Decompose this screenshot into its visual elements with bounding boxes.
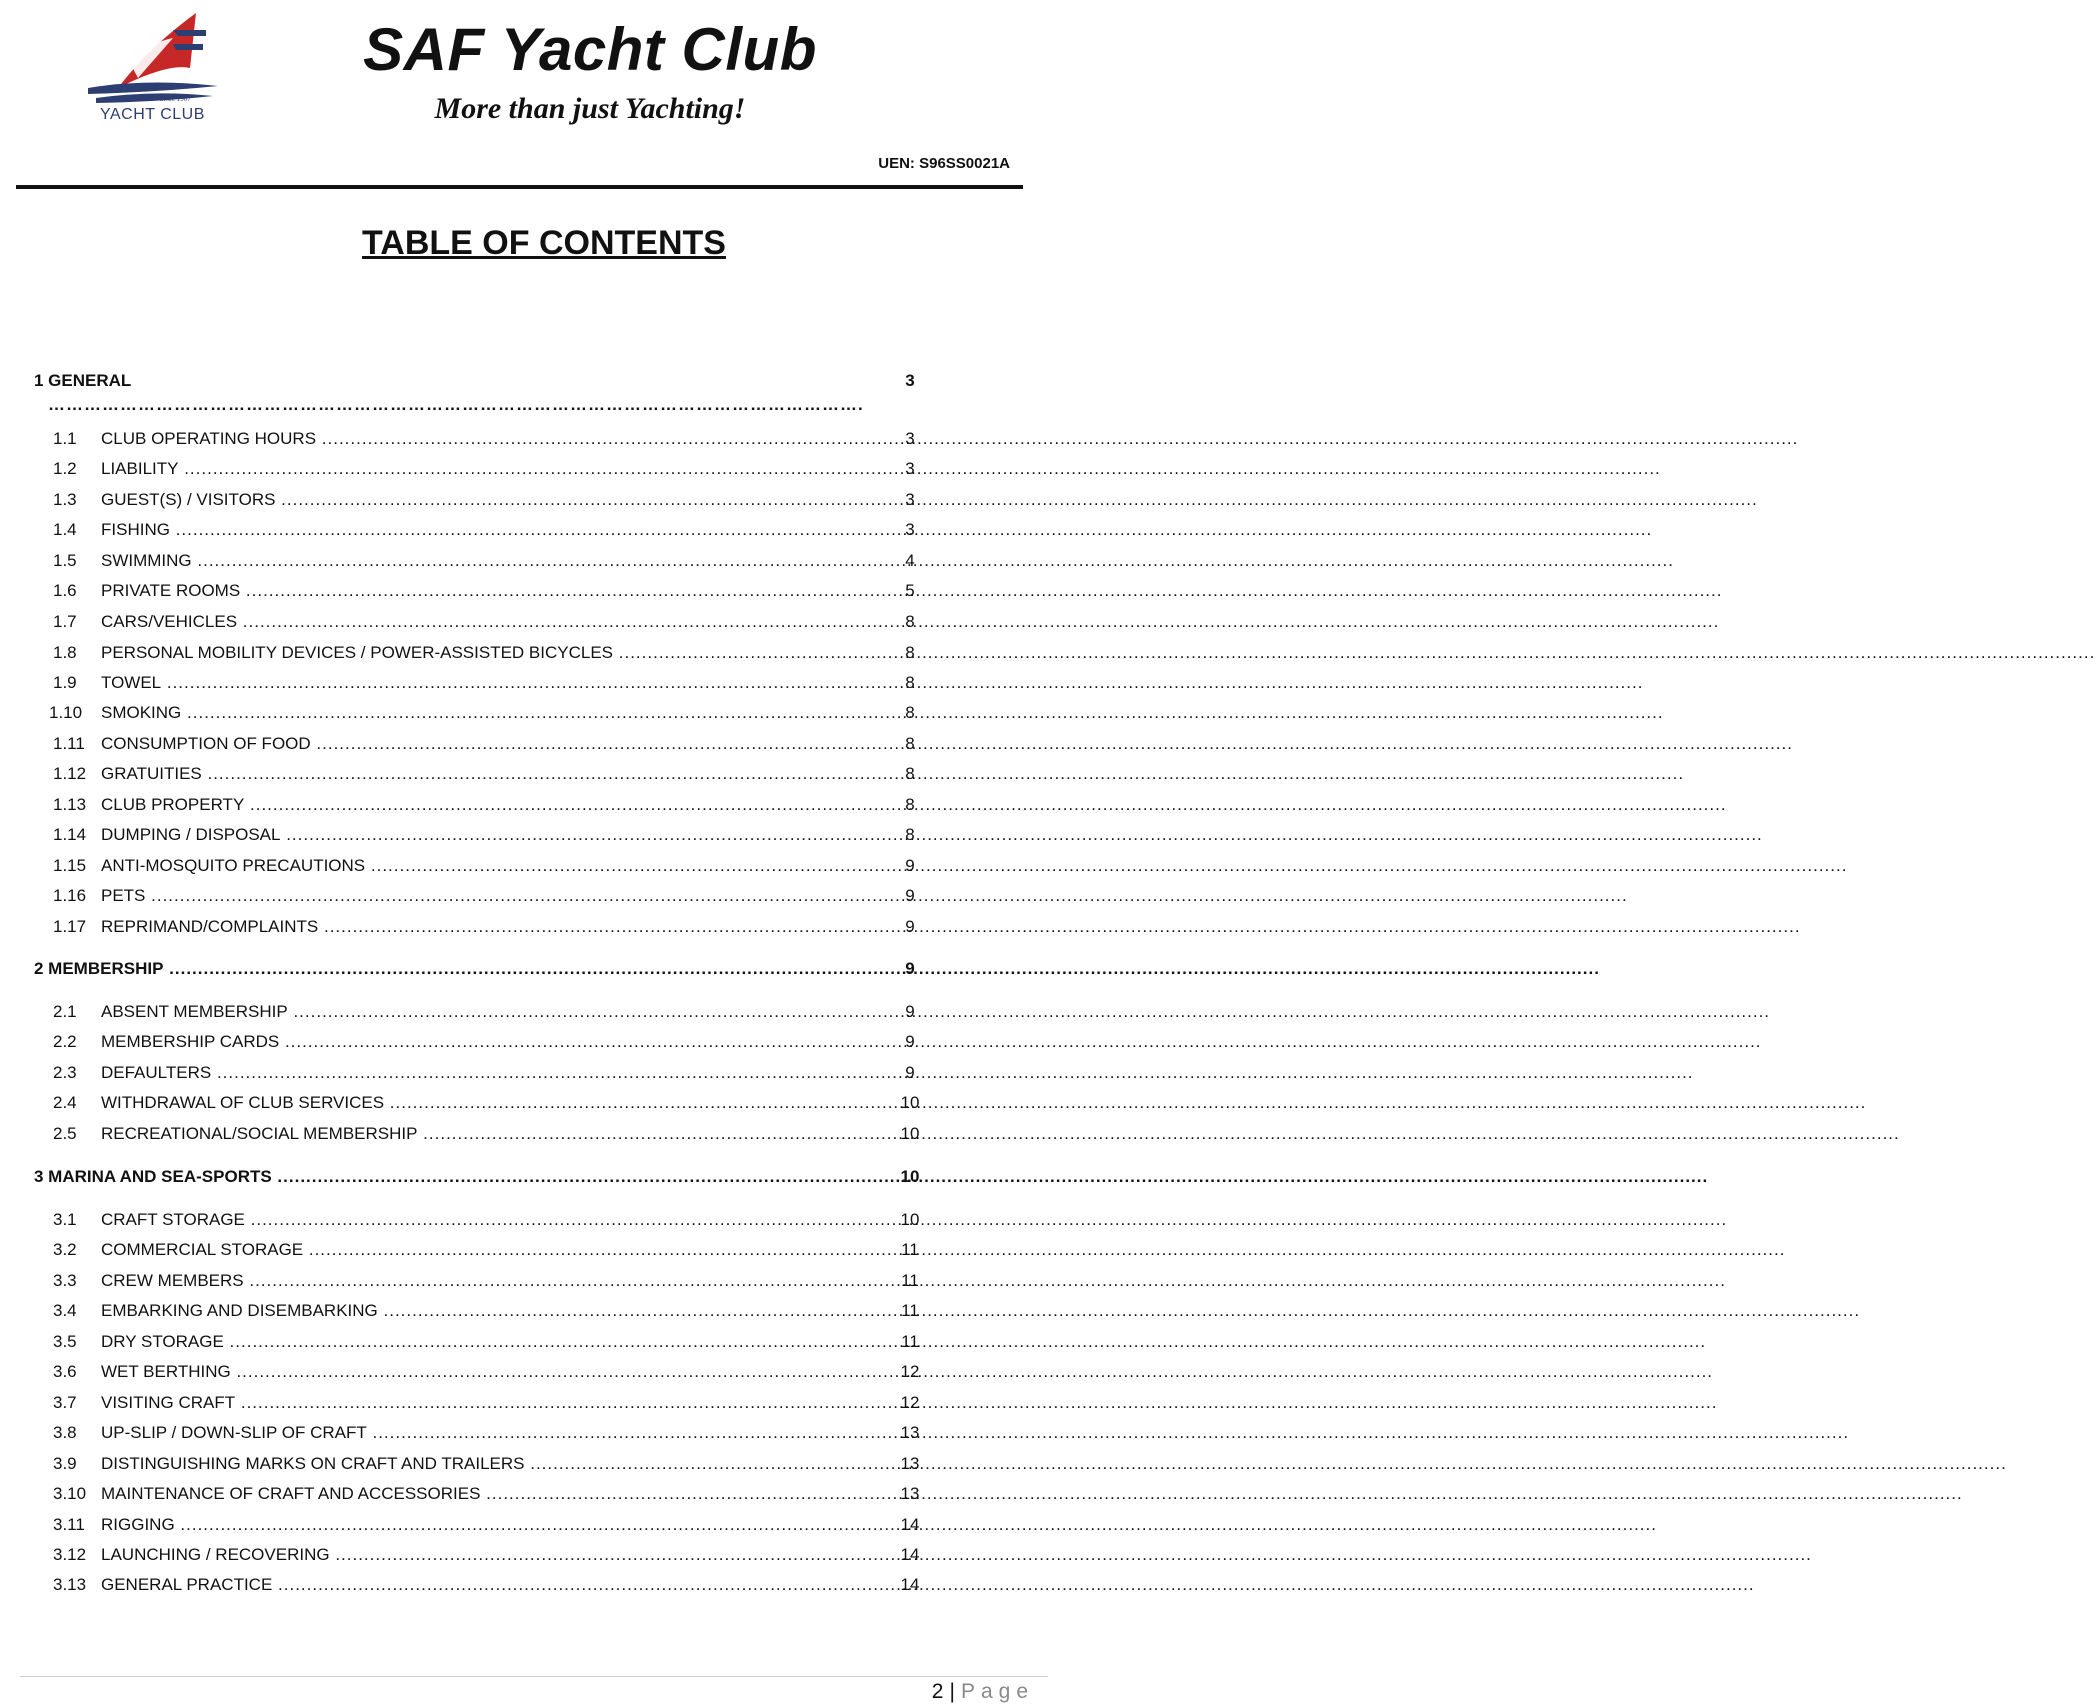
toc-item-page: 8 bbox=[905, 795, 915, 814]
toc-item[interactable] bbox=[0, 1060, 1048, 1086]
toc-section-general[interactable] bbox=[0, 368, 1048, 394]
toc-item-page: 3 bbox=[905, 459, 915, 478]
toc-item[interactable] bbox=[0, 853, 1048, 879]
toc-item-label: MEMBERSHIP CARDS ..... bbox=[101, 1029, 857, 1055]
toc-item-number: 3.1 bbox=[53, 1210, 77, 1229]
toc-item-page: 9 bbox=[905, 1063, 915, 1082]
toc-item-page: 10 bbox=[900, 1124, 920, 1143]
toc-item-page: 14 bbox=[900, 1545, 920, 1564]
toc-item-label: UP-SLIP / DOWN-SLIP OF CRAFT ..... bbox=[101, 1420, 857, 1446]
toc-item-page: 9 bbox=[905, 856, 915, 875]
toc-item-label: CRAFT STORAGE ..... bbox=[101, 1207, 857, 1233]
toc-item-page: 11 bbox=[901, 1240, 919, 1259]
toc-item-number: 1.14 bbox=[53, 825, 87, 844]
toc-item[interactable] bbox=[0, 426, 1048, 452]
toc-item-label: CONSUMPTION OF FOOD ..... bbox=[101, 731, 857, 757]
toc-item-number: 3.7 bbox=[53, 1393, 77, 1412]
toc-item-label: FISHING ..... bbox=[101, 517, 857, 543]
toc-item-page: 8 bbox=[905, 734, 915, 753]
toc-title: TABLE OF CONTENTS bbox=[362, 224, 726, 262]
toc-item-number: 3.5 bbox=[53, 1332, 77, 1351]
toc-item-label: DRY STORAGE ..... bbox=[101, 1329, 857, 1355]
footer-page-word: Page bbox=[960, 1680, 1034, 1703]
toc-item-page: 12 bbox=[900, 1362, 920, 1381]
toc-item-page: 3 bbox=[905, 490, 915, 509]
toc-item[interactable] bbox=[0, 456, 1048, 482]
toc-item-label: LIABILITY ..... bbox=[101, 456, 857, 482]
toc-item[interactable] bbox=[0, 670, 1048, 696]
footer-separator: | bbox=[949, 1680, 955, 1703]
toc-item-page: 10 bbox=[900, 1210, 920, 1229]
toc-section-marina[interactable] bbox=[0, 1164, 1048, 1190]
toc-item-label: SWIMMING ..... bbox=[101, 548, 857, 574]
toc-item-page: 14 bbox=[900, 1575, 920, 1594]
toc-item[interactable] bbox=[0, 999, 1048, 1025]
toc-item[interactable] bbox=[0, 1298, 1048, 1324]
toc-item-label: SMOKING ..... bbox=[101, 700, 857, 726]
toc-item-number: 3.13 bbox=[53, 1575, 87, 1594]
toc-item-number: 3.3 bbox=[53, 1271, 77, 1290]
toc-item-page: 14 bbox=[900, 1515, 920, 1534]
toc-item-number: 2.1 bbox=[53, 1002, 77, 1021]
toc-item-label: GUEST(S) / VISITORS ..... bbox=[101, 487, 857, 513]
toc-item[interactable] bbox=[0, 1390, 1048, 1416]
toc-item-label: MAINTENANCE OF CRAFT AND ACCESSORIES ..... bbox=[101, 1481, 857, 1507]
toc-item-number: 3.8 bbox=[53, 1423, 77, 1442]
toc-item[interactable] bbox=[0, 1512, 1048, 1538]
toc-item[interactable] bbox=[0, 761, 1048, 787]
toc-item-page: 13 bbox=[900, 1423, 920, 1442]
toc-item-page: 3 bbox=[905, 520, 915, 539]
toc-item[interactable] bbox=[0, 1121, 1048, 1147]
toc-item[interactable] bbox=[0, 700, 1048, 726]
uen-number: UEN: S96SS0021A bbox=[878, 155, 1010, 172]
toc-item-number: 1.11 bbox=[53, 734, 85, 753]
toc-item-number: 1.3 bbox=[53, 490, 77, 509]
toc-item-number: 1.5 bbox=[53, 551, 77, 570]
toc-item-label: EMBARKING AND DISEMBARKING ..... bbox=[101, 1298, 857, 1324]
toc-item-page: 9 bbox=[905, 1032, 915, 1051]
toc-item[interactable] bbox=[0, 883, 1048, 909]
toc-item-label: PERSONAL MOBILITY DEVICES / POWER-ASSISTED BICYCLES ..... bbox=[101, 640, 857, 666]
toc-item[interactable] bbox=[0, 548, 1048, 574]
toc-item-number: 1.2 bbox=[53, 459, 77, 478]
toc-item-label: RECREATIONAL/SOCIAL MEMBERSHIP ..... bbox=[101, 1121, 857, 1147]
toc-item-page: 9 bbox=[905, 886, 915, 905]
toc-item[interactable] bbox=[0, 517, 1048, 543]
toc-section-page: 10 bbox=[900, 1167, 920, 1186]
toc-dot-leader: ………………………………………………………………………………………………………………………. bbox=[48, 395, 864, 414]
toc-item[interactable] bbox=[0, 914, 1048, 940]
toc-item[interactable] bbox=[0, 1029, 1048, 1055]
toc-item-label: WET BERTHING ..... bbox=[101, 1359, 857, 1385]
toc-item-label: ABSENT MEMBERSHIP ..... bbox=[101, 999, 857, 1025]
toc-item-label: RIGGING ..... bbox=[101, 1512, 857, 1538]
footer-divider bbox=[20, 1676, 1048, 1677]
club-name: SAF Yacht Club bbox=[363, 16, 817, 83]
toc-item-number: 1.16 bbox=[53, 886, 87, 905]
toc-item-page: 8 bbox=[905, 673, 915, 692]
toc-item-number: 2.2 bbox=[53, 1032, 77, 1051]
toc-item-label: CARS/VEHICLES ..... bbox=[101, 609, 857, 635]
toc-item[interactable] bbox=[0, 1451, 1048, 1477]
toc-item-number: 1.9 bbox=[53, 673, 77, 692]
toc-item-number: 1.4 bbox=[53, 520, 77, 539]
toc-item-page: 9 bbox=[905, 1002, 915, 1021]
toc-item-number: 2.5 bbox=[53, 1124, 77, 1143]
toc-item-label: COMMERCIAL STORAGE ..... bbox=[101, 1237, 857, 1263]
toc-item-number: 1.8 bbox=[53, 643, 77, 662]
toc-section-label: 2 MEMBERSHIP ..... bbox=[34, 956, 857, 982]
toc-item-number: 1.13 bbox=[53, 795, 87, 814]
toc-item-number: 3.12 bbox=[53, 1545, 87, 1564]
page-footer bbox=[932, 1680, 1034, 1704]
toc-item[interactable] bbox=[0, 731, 1048, 757]
toc-item-number: 3.6 bbox=[53, 1362, 77, 1381]
toc-item-page: 8 bbox=[905, 703, 915, 722]
toc-item-label: VISITING CRAFT ..... bbox=[101, 1390, 857, 1416]
toc-item-number: 1.15 bbox=[53, 856, 87, 875]
toc-item-number: 3.11 bbox=[53, 1515, 85, 1534]
toc-item-number: 1.6 bbox=[53, 581, 77, 600]
toc-item-number: 1.10 bbox=[49, 703, 83, 722]
toc-item-number: 2.3 bbox=[53, 1063, 77, 1082]
toc-item[interactable] bbox=[0, 609, 1048, 635]
toc-item-label: LAUNCHING / RECOVERING ..... bbox=[101, 1542, 857, 1568]
toc-item-page: 13 bbox=[900, 1484, 920, 1503]
toc-section-membership[interactable] bbox=[0, 956, 1048, 982]
toc-item-number: 1.17 bbox=[53, 917, 87, 936]
toc-item[interactable] bbox=[0, 822, 1048, 848]
toc-item-page: 3 bbox=[905, 429, 915, 448]
toc-item-page: 13 bbox=[900, 1454, 920, 1473]
toc-item-number: 3.2 bbox=[53, 1240, 77, 1259]
toc-item[interactable] bbox=[0, 792, 1048, 818]
toc-item[interactable] bbox=[0, 1359, 1048, 1385]
toc-item-number: 3.4 bbox=[53, 1301, 77, 1320]
toc-item[interactable] bbox=[0, 1420, 1048, 1446]
toc-item[interactable] bbox=[0, 1090, 1048, 1116]
toc-item-label: WITHDRAWAL OF CLUB SERVICES ..... bbox=[101, 1090, 857, 1116]
toc-item-number: 3.10 bbox=[53, 1484, 87, 1503]
toc-item-page: 8 bbox=[905, 825, 915, 844]
toc-item-number: 1.1 bbox=[53, 429, 77, 448]
toc-item-label: REPRIMAND/COMPLAINTS ..... bbox=[101, 914, 857, 940]
logo-text: YACHT CLUB bbox=[100, 106, 205, 123]
toc-item-page: 8 bbox=[905, 643, 915, 662]
toc-item[interactable] bbox=[0, 578, 1048, 604]
toc-item-label: DISTINGUISHING MARKS ON CRAFT AND TRAILERS ..... bbox=[101, 1451, 857, 1477]
toc-item[interactable] bbox=[0, 1268, 1048, 1294]
toc-item-label: ANTI-MOSQUITO PRECAUTIONS ..... bbox=[101, 853, 857, 879]
toc-section-label: 1 GENERAL bbox=[34, 371, 132, 390]
toc-item[interactable] bbox=[0, 1237, 1048, 1263]
toc-item[interactable] bbox=[0, 1572, 1048, 1598]
footer-page-number: 2 bbox=[931, 1680, 944, 1703]
toc-item-label: GENERAL PRACTICE ..... bbox=[101, 1572, 857, 1598]
toc-item-page: 8 bbox=[905, 612, 915, 631]
toc-item-number: 1.7 bbox=[53, 612, 77, 631]
toc-item-label: CREW MEMBERS ..... bbox=[101, 1268, 857, 1294]
toc-item-label: PRIVATE ROOMS ..... bbox=[101, 578, 857, 604]
toc-item-page: 10 bbox=[900, 1093, 920, 1112]
toc-item-page: 9 bbox=[905, 917, 915, 936]
toc-item-label: CLUB PROPERTY ..... bbox=[101, 792, 857, 818]
toc-item[interactable] bbox=[0, 487, 1048, 513]
tagline: More than just Yachting! bbox=[434, 92, 746, 125]
toc-item[interactable] bbox=[0, 1329, 1048, 1355]
toc-item-page: 12 bbox=[900, 1393, 920, 1412]
toc-item[interactable] bbox=[0, 1542, 1048, 1568]
toc-section-page: 3 bbox=[905, 371, 915, 390]
toc-item-page: 11 bbox=[901, 1271, 919, 1290]
toc-section-label: 3 MARINA AND SEA-SPORTS ..... bbox=[34, 1164, 857, 1190]
toc-item-label: DEFAULTERS ..... bbox=[101, 1060, 857, 1086]
toc-item-number: 2.4 bbox=[53, 1093, 77, 1112]
toc-item-page: 5 bbox=[905, 581, 915, 600]
logo-since: Since 1967 bbox=[160, 95, 191, 103]
toc-item-number: 1.12 bbox=[53, 764, 87, 783]
toc-section-page: 9 bbox=[905, 959, 915, 978]
toc-item-label: TOWEL ..... bbox=[101, 670, 857, 696]
toc-item[interactable] bbox=[0, 1207, 1048, 1233]
toc-item-page: 11 bbox=[901, 1301, 919, 1320]
toc-item-label: GRATUITIES ..... bbox=[101, 761, 857, 787]
toc-item[interactable] bbox=[0, 1481, 1048, 1507]
toc-item[interactable] bbox=[0, 640, 1048, 666]
toc-item-label: DUMPING / DISPOSAL ..... bbox=[101, 822, 857, 848]
toc-item-label: PETS ..... bbox=[101, 883, 857, 909]
toc-item-page: 4 bbox=[905, 551, 915, 570]
toc-item-number: 3.9 bbox=[53, 1454, 77, 1473]
toc-item-label: CLUB OPERATING HOURS ..... bbox=[101, 426, 857, 452]
toc-item-page: 8 bbox=[905, 764, 915, 783]
toc-item-page: 11 bbox=[901, 1332, 919, 1351]
